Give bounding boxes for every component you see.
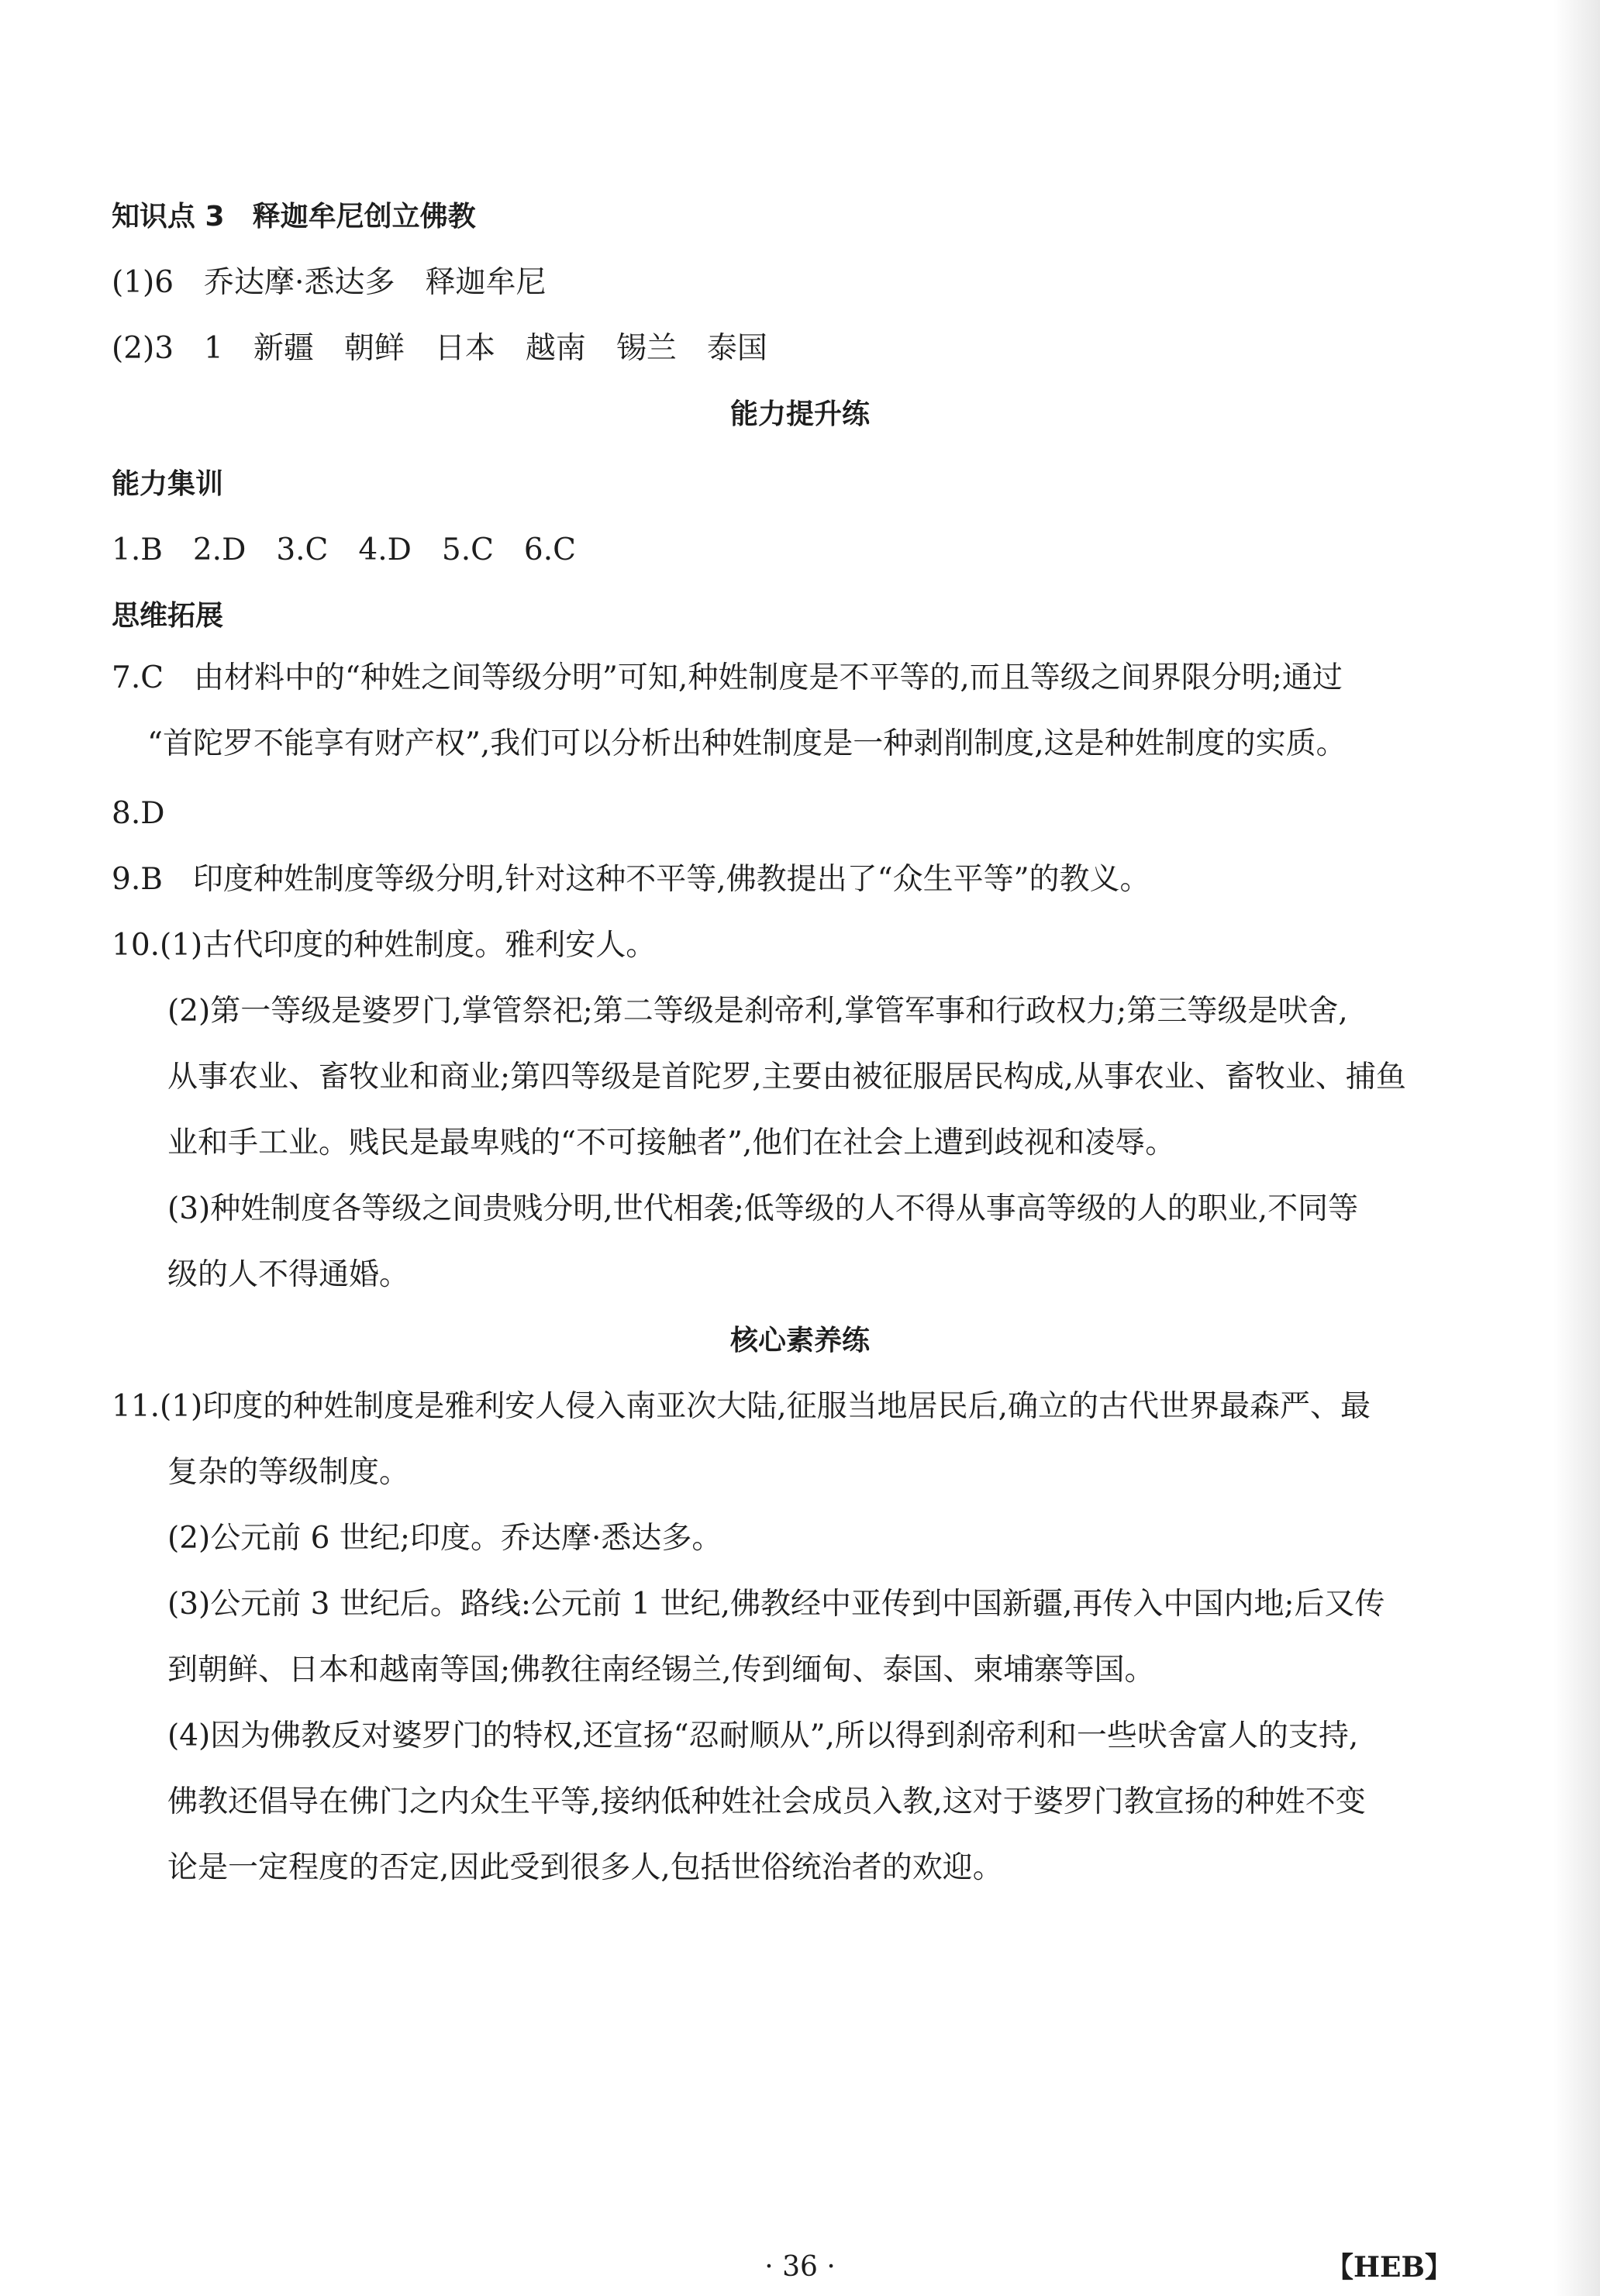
q11-part-2: (2)公元前 6 世纪;印度。乔达摩·悉达多。 [167,1521,722,1556]
q10-part-2-line-2: 从事农业、畜牧业和商业;第四等级是首陀罗,主要由被征服居民构成,从事农业、畜牧业、捕鱼 [167,1060,1406,1095]
q11-part-4-line-2: 佛教还倡导在佛门之内众生平等,接纳低种姓社会成员入教,这对于婆罗门教宣扬的种姓不变 [167,1784,1366,1819]
ability-group1-heading: 能力集训 [112,468,224,500]
q11-part-1-line-2: 复杂的等级制度。 [167,1455,410,1490]
q11-part-4-line-3: 论是一定程度的否定,因此受到很多人,包括世俗统治者的欢迎。 [167,1850,1003,1885]
q10-part-1: 10.(1)古代印度的种姓制度。雅利安人。 [112,928,657,963]
q7-line-1: 7.C 由材料中的“种姓之间等级分明”可知,种姓制度是不平等的,而且等级之间界限分明;通过 [112,660,1343,695]
q10-part-2-line-1: (2)第一等级是婆罗门,掌管祭祀;第二等级是刹帝利,掌管军事和行政权力;第三等级是吠舍, [167,994,1348,1029]
q7-line-2: “首陀罗不能享有财产权”,我们可以分析出种姓制度是一种剥削制度,这是种姓制度的实质。 [147,726,1347,761]
ability-section-title: 能力提升练 [729,398,870,430]
q10-part-3-line-2: 级的人不得通婚。 [167,1257,410,1292]
page-edge-shadow [1553,0,1600,2296]
ability-group2-heading: 思维拓展 [112,600,224,632]
q11-part-1-line-1: 11.(1)印度的种姓制度是雅利安人侵入南亚次大陆,征服当地居民后,确立的古代世界最森严、最 [112,1389,1371,1424]
edition-code: 【HEB】 [1326,2251,1453,2284]
q8: 8.D [112,796,165,831]
q11-part-3-line-2: 到朝鲜、日本和越南等国;佛教往南经锡兰,传到缅甸、泰国、柬埔寨等国。 [167,1653,1155,1688]
q11-part-4-line-1: (4)因为佛教反对婆罗门的特权,还宣扬“忍耐顺从”,所以得到刹帝利和一些吠舍富人的支持, [167,1719,1359,1753]
page-number: · 36 · [764,2251,836,2283]
section3-answer-1: (1)6 乔达摩·悉达多 释迦牟尼 [112,265,547,300]
q10-part-2-line-3: 业和手工业。贱民是最卑贱的“不可接触者”,他们在社会上遭到歧视和凌辱。 [167,1126,1176,1160]
ability-choice-answers: 1.B 2.D 3.C 4.D 5.C 6.C [112,533,576,567]
q10-part-3-line-1: (3)种姓制度各等级之间贵贱分明,世代相袭;低等级的人不得从事高等级的人的职业,不同等 [167,1191,1359,1226]
q9: 9.B 印度种姓制度等级分明,针对这种不平等,佛教提出了“众生平等”的教义。 [112,862,1150,897]
core-section-title: 核心素养练 [729,1325,870,1357]
section3-heading: 知识点 3 释迦牟尼创立佛教 [112,201,476,233]
q11-part-3-line-1: (3)公元前 3 世纪后。路线:公元前 1 世纪,佛教经中亚传到中国新疆,再传入中国内地;后又传 [167,1587,1385,1622]
section3-answer-2: (2)3 1 新疆 朝鲜 日本 越南 锡兰 泰国 [112,331,767,366]
